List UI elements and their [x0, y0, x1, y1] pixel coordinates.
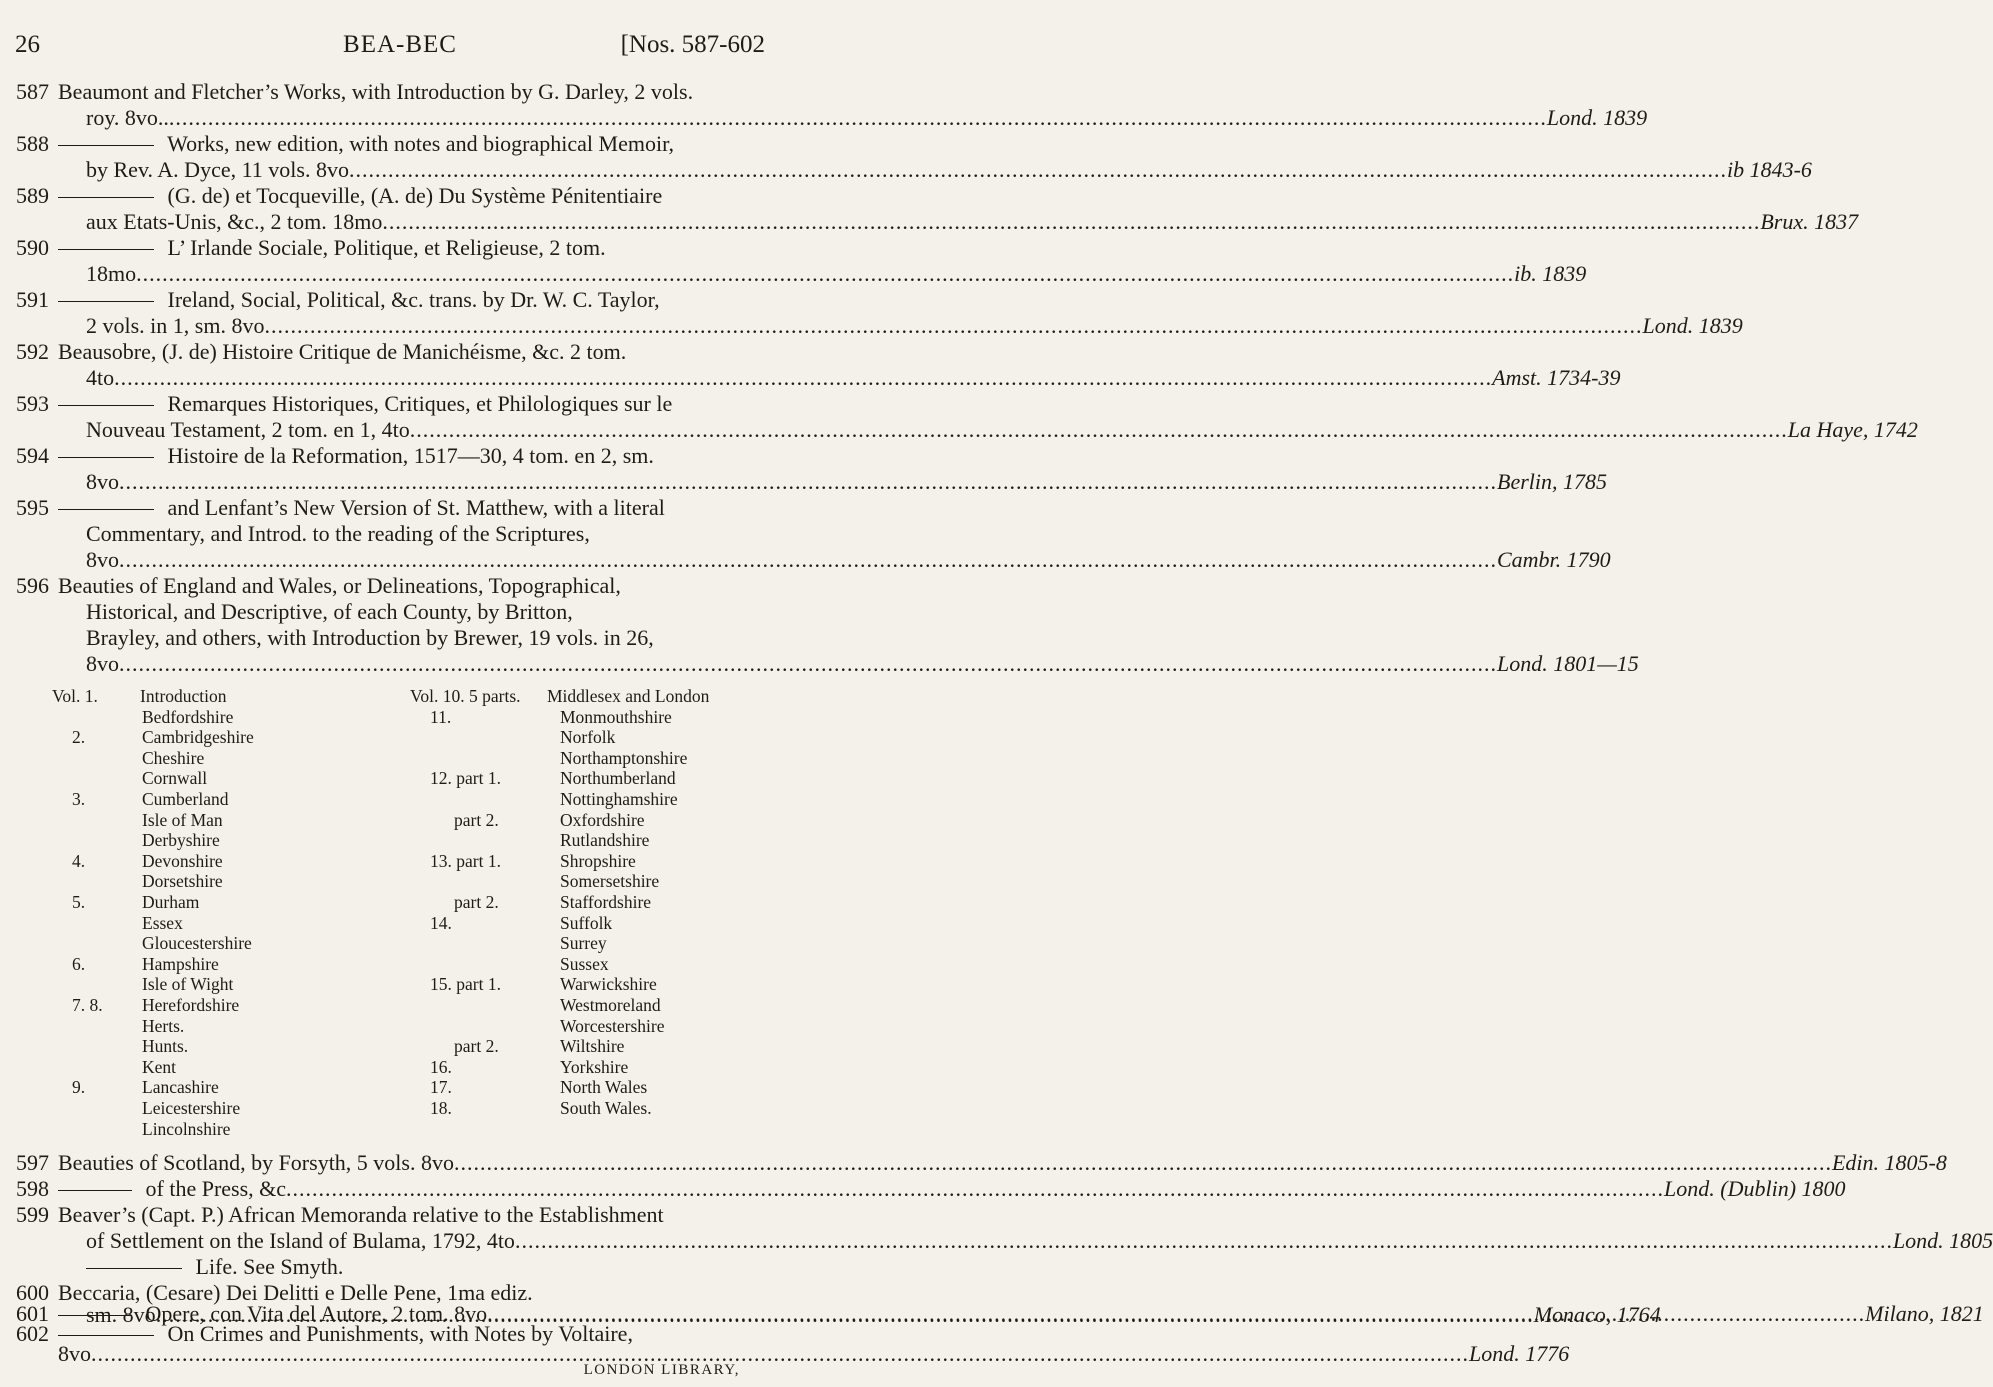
entry-range: [Nos. 587-602 [620, 31, 765, 58]
volume-label: 18. [430, 1098, 452, 1118]
entry-text: aux Etats-Unis, &c., 2 tom. 18mo [86, 209, 383, 234]
entry-number: 596 [16, 573, 49, 598]
ditto-rule [58, 301, 154, 302]
volume-label: Vol. 10. 5 parts. [410, 686, 521, 706]
volume-label: part 2. [454, 892, 499, 912]
leader-dots [91, 1342, 1469, 1366]
county-name: Sussex [560, 953, 609, 974]
entry-text: sm. 8vo [86, 1302, 156, 1327]
entry-text: On Crimes and Punishments, with Notes by Voltaire, [162, 1321, 633, 1346]
county-name: Rutlandshire [560, 830, 650, 851]
leader-dots [349, 158, 1727, 182]
county-name: Dorsetshire [142, 871, 223, 892]
volume-label: 16. [430, 1056, 452, 1077]
entry-line [86, 157, 1812, 182]
entry-text: Life. See Smyth. [190, 1254, 344, 1279]
entry-line: Beaver’s (Capt. P.) African Memoranda relative to the Establishment [58, 1202, 664, 1227]
entry-line [58, 1150, 1947, 1175]
entry-line: Beccaria, (Cesare) Dei Delitti e Delle Pene, 1ma ediz. [58, 1280, 533, 1305]
county-name: Gloucestershire [142, 933, 252, 954]
entry-text: L’ Irlande Sociale, Politique, et Religieuse, 2 tom. [162, 235, 606, 260]
county-name: Norfolk [560, 727, 616, 748]
entry-text: Works, new edition, with notes and biographical Memoir, [162, 131, 675, 156]
entry-line: Commentary, and Introd. to the reading of the Scriptures, [86, 521, 590, 546]
volume-label: 5. [72, 892, 86, 912]
county-name: Surrey [560, 933, 607, 954]
volume-label: Vol. 1. [52, 686, 98, 706]
volume-label: 7. 8. [72, 995, 103, 1015]
leader-dots [114, 366, 1492, 390]
imprint: Lond. 1801—15 [1497, 651, 1639, 676]
county-name: Herefordshire [142, 995, 240, 1015]
entry-text: 2 vols. in 1, sm. 8vo [86, 313, 265, 338]
entry-text: of the Press, &c [140, 1176, 287, 1201]
entry-text: roy. 8vo.. [86, 105, 169, 130]
imprint: Brux. 1837 [1760, 209, 1859, 234]
entry-text: Opere, con Vita del Autore, 2 tom. 8vo [140, 1301, 488, 1326]
imprint: La Haye, 1742 [1787, 417, 1918, 442]
entry-line [58, 236, 776, 260]
county-name: Shropshire [560, 850, 636, 871]
volume-label: 14. [430, 912, 452, 933]
leader-dots [136, 262, 1514, 286]
imprint: Lond. 1839 [1546, 105, 1648, 130]
imprint: Lond. 1839 [1642, 313, 1743, 338]
county-name: Introduction [140, 686, 227, 706]
volume-label: 13. part 1. [430, 850, 501, 871]
county-name: South Wales. [560, 1098, 652, 1118]
county-name: North Wales [560, 1077, 648, 1098]
entry-text: 8vo [86, 651, 119, 676]
imprint: ib. 1839 [1514, 261, 1587, 286]
leader-dots [382, 210, 1760, 234]
ditto-rule [58, 405, 154, 406]
imprint: Lond. 1776 [1469, 1341, 1570, 1366]
entry-text: by Rev. A. Dyce, 11 vols. 8vo [86, 157, 349, 182]
volume-label: 3. [72, 789, 86, 809]
imprint: Berlin, 1785 [1497, 469, 1607, 494]
volume-label: 6. [72, 953, 86, 974]
leader-dots [119, 652, 1497, 676]
county-name: Cheshire [142, 747, 205, 768]
entry-line [86, 105, 1648, 130]
leader-dots [454, 1151, 1832, 1175]
entry-line [86, 651, 1639, 676]
library-stamp: LONDON LIBRARY, [583, 1362, 740, 1378]
county-name: Bedfordshire [142, 706, 234, 727]
entry-number: 597 [16, 1150, 49, 1175]
entry-line [58, 444, 776, 468]
imprint: Monaco, 1764 [1533, 1302, 1661, 1327]
entry-number: 599 [16, 1202, 49, 1227]
page-title: BEA-BEC [343, 31, 457, 58]
leader-dots [264, 314, 1642, 338]
county-name: Lancashire [142, 1077, 219, 1098]
leader-dots [515, 1229, 1893, 1253]
imprint: Lond. (Dublin) 1800 [1664, 1176, 1846, 1201]
entry-number: 590 [16, 235, 49, 260]
imprint: Edin. 1805-8 [1831, 1150, 1947, 1175]
county-name: Somersetshire [560, 871, 660, 892]
county-name: Lincolnshire [142, 1118, 231, 1139]
imprint: Cambr. 1790 [1497, 547, 1611, 572]
county-name: Devonshire [142, 850, 223, 871]
county-name: Northumberland [560, 768, 676, 789]
entry-number: 593 [16, 391, 49, 416]
county-name: Cambridgeshire [142, 727, 254, 748]
ditto-rule [58, 197, 154, 198]
entry-line: Beauties of England and Wales, or Delineations, Topographical, [58, 573, 621, 598]
entry-text: of Settlement on the Island of Bulama, 1792, 4to [86, 1228, 515, 1253]
imprint: Lond. 1805 [1892, 1228, 1993, 1253]
entry-number: 600 [16, 1280, 49, 1305]
entry-text: Histoire de la Reformation, 1517—30, 4 tom. en 2, sm. [162, 443, 654, 468]
county-name: Oxfordshire [560, 809, 645, 830]
entry-number: 587 [16, 79, 49, 104]
entry-text: 8vo [58, 1341, 91, 1366]
county-name: Hampshire [142, 953, 219, 974]
county-name: Essex [142, 912, 183, 933]
leader-dots [410, 418, 1788, 442]
ditto-rule [58, 1190, 132, 1191]
ditto-rule [58, 1315, 132, 1316]
entry-line [86, 313, 1743, 338]
entry-line: Brayley, and others, with Introduction by Brewer, 19 vols. in 26, [86, 625, 654, 650]
entry-line [86, 1255, 776, 1279]
county-name: Staffordshire [560, 892, 652, 912]
county-name: Cornwall [142, 768, 208, 789]
entry-line [86, 261, 1587, 286]
volume-list-right [410, 686, 780, 1146]
county-name: Westmoreland [560, 995, 661, 1015]
leader-dots [286, 1177, 1664, 1201]
entry-line: Beaumont and Fletcher’s Works, with Introduction by G. Darley, 2 vols. [58, 79, 694, 104]
entry-text [58, 1177, 286, 1201]
entry-line: Historical, and Descriptive, of each County, by Britton, [86, 599, 573, 624]
entry-number: 594 [16, 443, 49, 468]
county-name: Isle of Man [142, 809, 223, 830]
ditto-rule [58, 145, 154, 146]
entry-line [86, 547, 1611, 572]
entry-number: 601 [16, 1301, 49, 1326]
county-name: Cumberland [142, 789, 229, 809]
county-name: Yorkshire [560, 1056, 629, 1077]
volume-label: 12. part 1. [430, 768, 501, 789]
ditto-rule [58, 1335, 154, 1336]
volume-label: 15. part 1. [430, 974, 501, 995]
county-name: Wiltshire [560, 1036, 625, 1057]
entry-number: 591 [16, 287, 49, 312]
entry-line [58, 132, 776, 156]
volume-list-left [52, 686, 412, 1146]
county-name: Suffolk [560, 912, 613, 933]
leader-dots [119, 470, 1497, 494]
volume-label: 4. [72, 850, 86, 871]
entry-line: Beausobre, (J. de) Histoire Critique de Manichéisme, &c. 2 tom. [58, 339, 627, 364]
entry-text: Ireland, Social, Political, &c. trans. by Dr. W. C. Taylor, [162, 287, 660, 312]
leader-dots [169, 106, 1547, 130]
entry-number: 592 [16, 339, 49, 364]
ditto-rule [58, 249, 154, 250]
entry-number: 595 [16, 495, 49, 520]
county-name: Worcestershire [560, 1015, 665, 1036]
entry-line [58, 1176, 1846, 1201]
imprint: ib 1843-6 [1726, 157, 1812, 182]
volume-label: 9. [72, 1077, 86, 1098]
entry-text: Beauties of Scotland, by Forsyth, 5 vols. 8vo [58, 1150, 454, 1175]
ditto-rule [58, 457, 154, 458]
entry-line [58, 288, 776, 312]
county-name: Monmouthshire [560, 706, 672, 727]
volume-label: part 2. [454, 1036, 499, 1057]
entry-text: 4to [86, 365, 115, 390]
county-name: Durham [142, 892, 200, 912]
entry-text: 8vo [86, 469, 119, 494]
entry-number: 598 [16, 1176, 49, 1201]
entry-line [86, 365, 1621, 390]
entry-text: 18mo [86, 261, 137, 286]
entry-text: and Lenfant’s New Version of St. Matthew, with a literal [162, 495, 665, 520]
imprint: Amst. 1734-39 [1492, 365, 1621, 390]
entry-number: 602 [16, 1321, 49, 1346]
imprint: Milano, 1821 [1865, 1301, 1984, 1326]
entry-line [58, 392, 776, 416]
county-name: Kent [142, 1056, 177, 1077]
county-name: Isle of Wight [142, 974, 234, 995]
leader-dots [119, 548, 1497, 572]
county-name: Hunts. [142, 1036, 189, 1057]
county-name: Nottinghamshire [560, 789, 678, 809]
entry-text: Remarques Historiques, Critiques, et Philologiques sur le [162, 391, 673, 416]
running-head [15, 30, 785, 66]
county-name: Middlesex and London [547, 686, 710, 706]
entry-line [86, 469, 1607, 494]
county-name: Herts. [142, 1015, 185, 1036]
entry-number: 589 [16, 183, 49, 208]
volume-label: part 2. [454, 809, 499, 830]
entry-text: (G. de) et Tocqueville, (A. de) Du Système Pénitentiaire [162, 183, 663, 208]
county-name: Northamptonshire [560, 747, 688, 768]
county-name: Derbyshire [142, 830, 220, 851]
volume-label: 2. [72, 727, 86, 748]
ditto-rule [58, 509, 154, 510]
entry-line [58, 184, 776, 208]
ditto-rule [86, 1268, 182, 1269]
volume-label: 11. [430, 706, 452, 727]
county-name: Warwickshire [560, 974, 657, 995]
entry-text: 8vo [86, 547, 119, 572]
entry-text: Nouveau Testament, 2 tom. en 1, 4to [86, 417, 410, 442]
entry-line [58, 496, 776, 520]
page-number: 26 [15, 31, 40, 58]
volume-label: 17. [430, 1077, 452, 1098]
entry-number: 588 [16, 131, 49, 156]
county-name: Leicestershire [142, 1098, 241, 1118]
entry-line [86, 1228, 1993, 1253]
entry-line [86, 209, 1859, 234]
entry-line [86, 417, 1918, 442]
